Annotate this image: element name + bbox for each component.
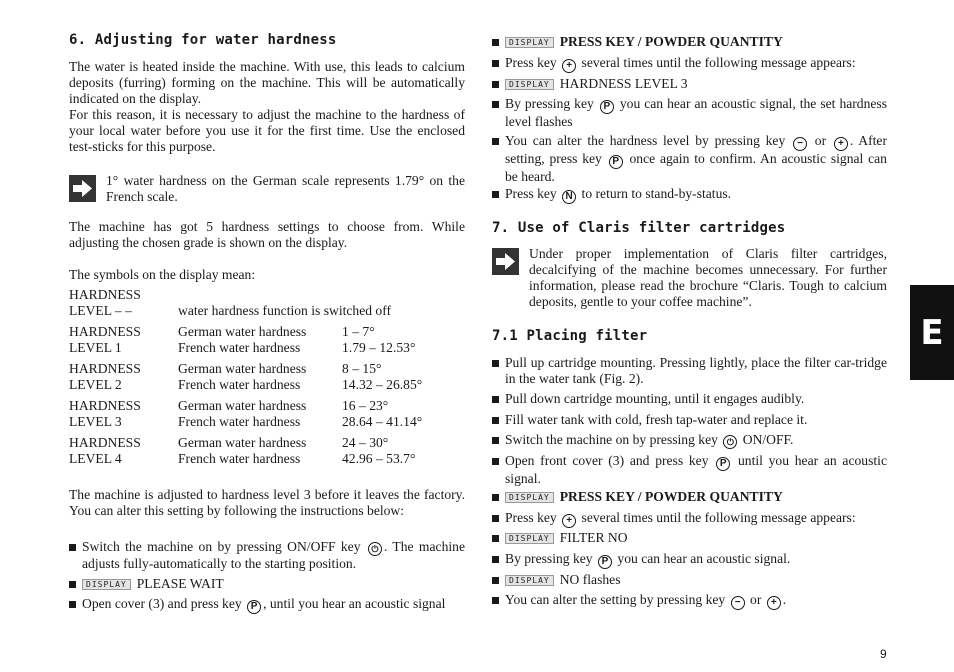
table-cell: HARDNESS xyxy=(69,324,141,339)
table-cell: 42.96 – 53.7° xyxy=(342,451,416,466)
info-note xyxy=(69,173,465,205)
list-item: DISPLAY PLEASE WAIT xyxy=(69,576,465,592)
intro-paragraph-1: The water is heated inside the machine. With use, this leads to calcium deposits (furring) forming on the machine. This will be automatically indicated on the display. xyxy=(69,59,465,106)
list-item: Press key + several times until the following message appears: xyxy=(492,55,887,73)
table-cell: 1 – 7° xyxy=(342,324,375,339)
info-note xyxy=(492,246,887,310)
info-note-text: 1° water hardness on the German scale represents 1.79° on the French scale. xyxy=(106,173,465,204)
p-key-icon: P xyxy=(598,555,612,569)
bullet-square-icon xyxy=(69,581,76,588)
list-item: DISPLAY NO flashes xyxy=(492,572,887,588)
bullet-square-icon xyxy=(492,556,499,563)
power-key-icon: ⏻ xyxy=(723,435,737,449)
bullet-square-icon xyxy=(492,535,499,542)
section-heading-6: 6. Adjusting for water hardness xyxy=(69,32,337,48)
language-tab: E xyxy=(910,285,954,380)
list-item: By pressing key P you can hear an acoustic signal, the set hardness level flashes xyxy=(492,96,887,130)
table-cell: HARDNESS xyxy=(69,287,141,302)
list-item: You can alter the setting by pressing key − or + . xyxy=(492,592,887,610)
list-item: DISPLAY FILTER NO xyxy=(492,530,887,546)
plus-key-icon: + xyxy=(562,514,576,528)
list-item: DISPLAY HARDNESS LEVEL 3 xyxy=(492,76,887,92)
table-row xyxy=(69,361,452,377)
minus-key-icon: − xyxy=(793,137,807,151)
table-cell: German water hardness xyxy=(178,361,307,376)
page-number: 9 xyxy=(880,647,887,661)
table-cell: 1.79 – 12.53° xyxy=(342,340,416,355)
power-key-icon: ⏻ xyxy=(368,542,382,556)
bullet-square-icon xyxy=(492,437,499,444)
bullet-square-icon xyxy=(492,138,499,145)
table-cell: HARDNESS xyxy=(69,361,141,376)
table-cell: 8 – 15° xyxy=(342,361,382,376)
table-row xyxy=(69,324,452,340)
factory-paragraph: The machine is adjusted to hardness level 3 before it leaves the factory. You can alter this setting by following the instructions below: xyxy=(69,487,465,518)
table-row xyxy=(69,340,452,361)
bullet-square-icon xyxy=(492,396,499,403)
bullet-square-icon xyxy=(492,494,499,501)
bullet-square-icon xyxy=(492,597,499,604)
list-item: Pull down cartridge mounting, until it engages audibly. xyxy=(492,391,887,407)
list-item: Open cover (3) and press key P , until you hear an acoustic signal xyxy=(69,596,465,614)
table-row xyxy=(69,303,452,324)
list-item: Press key + several times until the following message appears: xyxy=(492,510,887,528)
table-cell: water hardness function is switched off xyxy=(178,303,392,318)
minus-key-icon: − xyxy=(731,596,745,610)
table-row xyxy=(69,414,452,435)
bullet-square-icon xyxy=(492,458,499,465)
table-cell: French water hardness xyxy=(178,451,301,466)
list-item: DISPLAY PRESS KEY / POWDER QUANTITY xyxy=(492,489,887,505)
table-cell: German water hardness xyxy=(178,324,307,339)
n-key-icon: N xyxy=(562,190,576,204)
bullet-square-icon xyxy=(492,39,499,46)
table-cell: LEVEL 4 xyxy=(69,451,122,466)
table-cell: LEVEL 2 xyxy=(69,377,122,392)
table-row xyxy=(69,451,452,467)
table-cell: 24 – 30° xyxy=(342,435,389,450)
table-cell xyxy=(178,287,342,303)
table-cell: 28.64 – 41.14° xyxy=(342,414,423,429)
table-cell: French water hardness xyxy=(178,414,301,429)
p-key-icon: P xyxy=(716,457,730,471)
list-item: Open front cover (3) and press key P until you hear an acoustic signal. xyxy=(492,453,887,487)
plus-key-icon: + xyxy=(562,59,576,73)
table-cell: 16 – 23° xyxy=(342,398,389,413)
list-item: DISPLAY PRESS KEY / POWDER QUANTITY xyxy=(492,34,887,50)
p-key-icon: P xyxy=(247,600,261,614)
arrow-right-icon xyxy=(69,175,96,202)
table-cell: LEVEL 3 xyxy=(69,414,122,429)
list-item: Switch the machine on by pressing ON/OFF key ⏻ . The machine adjusts fully-automatically to the starting position. xyxy=(69,539,465,572)
plus-key-icon: + xyxy=(834,137,848,151)
display-icon: DISPLAY xyxy=(505,575,554,586)
table-row xyxy=(69,287,452,303)
display-icon: DISPLAY xyxy=(505,533,554,544)
bullet-square-icon xyxy=(492,515,499,522)
p-key-icon: P xyxy=(609,155,623,169)
info-note-text: Under proper implementation of Claris filter cartridges, decalcifying of the machine becomes unnecessary. For further information, please read the brochure “Claris. Tough to calcium deposits, gentle to your coffee machine”. xyxy=(529,246,887,309)
section-heading-7: 7. Use of Claris filter cartridges xyxy=(492,220,786,236)
table-cell xyxy=(342,287,452,303)
bullet-square-icon xyxy=(492,360,499,367)
table-row xyxy=(69,435,452,451)
list-item: By pressing key P you can hear an acoustic signal. xyxy=(492,551,887,569)
list-item: Switch the machine on by pressing key ⏻ ON/OFF. xyxy=(492,432,887,449)
table-cell: LEVEL – – xyxy=(69,303,132,318)
bullet-square-icon xyxy=(492,81,499,88)
plus-key-icon: + xyxy=(767,596,781,610)
bullet-square-icon xyxy=(492,577,499,584)
list-item: Pull up cartridge mounting. Pressing lightly, place the filter car-tridge in the water tank (Fig. 2). xyxy=(492,355,887,387)
table-row xyxy=(69,398,452,414)
table-cell: LEVEL 1 xyxy=(69,340,122,355)
symbols-intro: The symbols on the display mean: xyxy=(69,267,256,282)
bullet-square-icon xyxy=(492,60,499,67)
table-cell: HARDNESS xyxy=(69,435,141,450)
table-cell: French water hardness xyxy=(178,377,301,392)
table-cell: German water hardness xyxy=(178,398,307,413)
table-cell: HARDNESS xyxy=(69,398,141,413)
display-icon: DISPLAY xyxy=(505,37,554,48)
list-item: Press key N to return to stand-by-status. xyxy=(492,186,887,204)
table-row xyxy=(69,377,452,398)
list-item: Fill water tank with cold, fresh tap-water and replace it. xyxy=(492,412,887,428)
bullet-square-icon xyxy=(492,101,499,108)
bullet-square-icon xyxy=(69,601,76,608)
table-cell: German water hardness xyxy=(178,435,307,450)
section-heading-7-1: 7.1 Placing filter xyxy=(492,328,648,344)
display-icon: DISPLAY xyxy=(82,579,131,590)
table-cell: 14.32 – 26.85° xyxy=(342,377,423,392)
display-icon: DISPLAY xyxy=(505,79,554,90)
bullet-square-icon xyxy=(492,417,499,424)
arrow-right-icon xyxy=(492,248,519,275)
bullet-square-icon xyxy=(69,544,76,551)
bullet-square-icon xyxy=(492,191,499,198)
table-cell: French water hardness xyxy=(178,340,301,355)
intro-paragraph-2: For this reason, it is necessary to adjust the machine to the hardness of your local water before you use it for the first time. Use the enclosed test-sticks for this purpose. xyxy=(69,107,465,154)
display-icon: DISPLAY xyxy=(505,492,554,503)
list-item: You can alter the hardness level by pressing key − or + . After setting, press key P once again to confirm. An acoustic signal can be heard. xyxy=(492,133,887,185)
p-key-icon: P xyxy=(600,100,614,114)
settings-paragraph: The machine has got 5 hardness settings to choose from. While adjusting the chosen grade is shown on the display. xyxy=(69,219,465,250)
